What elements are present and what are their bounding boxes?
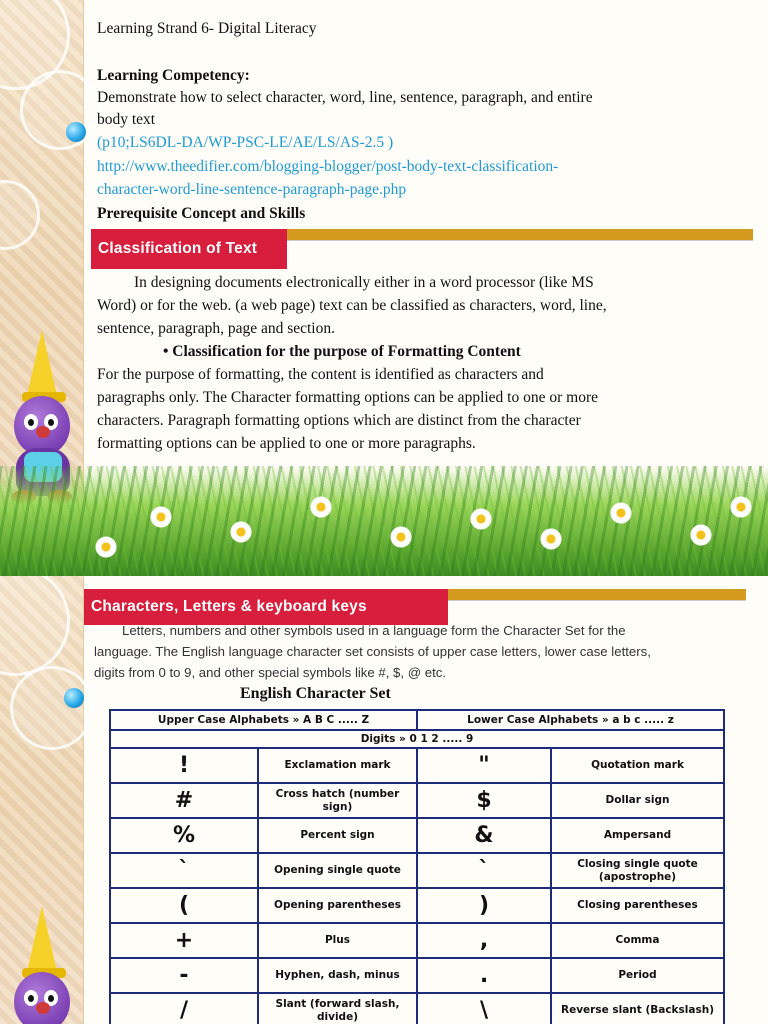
symbol-cell: /	[110, 993, 258, 1024]
description-cell: Hyphen, dash, minus	[258, 958, 417, 993]
decorative-ring	[10, 666, 94, 750]
symbol-cell: -	[110, 958, 258, 993]
symbol-cell: (	[110, 888, 258, 923]
table-row	[110, 783, 724, 818]
symbol-cell: !	[110, 748, 258, 783]
symbol-cell: +	[110, 923, 258, 958]
intro-line-2: Word) or for the web. (a web page) text can be classified as characters, word, line,	[97, 297, 607, 314]
decorative-bead	[66, 122, 86, 142]
banner-gold-bar	[448, 589, 746, 600]
decorative-side-strip	[0, 576, 84, 1024]
prerequisite-heading: Prerequisite Concept and Skills	[97, 205, 306, 222]
description-cell: Ampersand	[551, 818, 724, 853]
description-cell: Comma	[551, 923, 724, 958]
banner-title: Classification of Text	[91, 229, 287, 269]
reference-url-line1[interactable]: http://www.theedifier.com/blogging-blogger/post-body-text-classification-	[97, 158, 559, 175]
table-title: English Character Set	[240, 685, 391, 702]
charset-para-line-3: digits from 0 to 9, and other special symbols like #, $, @ etc.	[94, 665, 447, 680]
banner-title: Characters, Letters & keyboard keys	[84, 589, 448, 625]
decorative-bead	[64, 688, 84, 708]
description-cell: Reverse slant (Backslash)	[551, 993, 724, 1024]
banner-rule	[287, 240, 753, 241]
bullet-heading: • Classification for the purpose of Formatting Content	[163, 343, 521, 360]
description-cell: Slant (forward slash, divide)	[258, 993, 417, 1024]
decorative-ring	[0, 180, 40, 250]
symbol-cell: \	[417, 993, 551, 1024]
table-row	[110, 888, 724, 923]
character-set-table	[109, 709, 725, 1024]
grass-flowers-illustration	[0, 466, 768, 576]
mascot-illustration	[4, 906, 82, 1024]
description-cell: Exclamation mark	[258, 748, 417, 783]
symbol-cell: $	[417, 783, 551, 818]
table-row	[110, 818, 724, 853]
symbol-cell: #	[110, 783, 258, 818]
intro-line-1: In designing documents electronically either in a word processor (like MS	[134, 274, 594, 291]
header-digits: Digits » 0 1 2 ..... 9	[110, 730, 724, 748]
table-digits-row	[110, 730, 724, 748]
symbol-cell: `	[417, 853, 551, 888]
body-line-2: paragraphs only. The Character formatting options can be applied to one or more	[97, 389, 599, 406]
symbol-cell: `	[110, 853, 258, 888]
competency-heading: Learning Competency:	[97, 67, 250, 84]
section-banner	[91, 229, 753, 269]
decorative-ring	[20, 70, 100, 150]
reference-url-line2[interactable]: character-word-line-sentence-paragraph-page.php	[97, 181, 407, 198]
body-line-4: formatting options can be applied to one or more paragraphs.	[97, 435, 476, 452]
symbol-cell: .	[417, 958, 551, 993]
table-header-row	[110, 710, 724, 730]
description-cell: Closing parentheses	[551, 888, 724, 923]
symbol-cell: )	[417, 888, 551, 923]
description-cell: Opening parentheses	[258, 888, 417, 923]
competency-code: (p10;LS6DL-DA/WP-PSC-LE/AE/LS/AS-2.5 )	[97, 134, 394, 151]
description-cell: Dollar sign	[551, 783, 724, 818]
description-cell: Quotation mark	[551, 748, 724, 783]
body-line-1: For the purpose of formatting, the content is identified as characters and	[97, 366, 544, 383]
body-line-3: characters. Paragraph formatting options which are distinct from the character	[97, 412, 581, 429]
header-upper-case: Upper Case Alphabets » A B C ..... Z	[110, 710, 417, 730]
description-cell: Opening single quote	[258, 853, 417, 888]
description-cell: Percent sign	[258, 818, 417, 853]
intro-line-3: sentence, paragraph, page and section.	[97, 320, 335, 337]
table-row	[110, 993, 724, 1024]
symbol-cell: "	[417, 748, 551, 783]
strand-title: Learning Strand 6- Digital Literacy	[97, 20, 317, 37]
symbol-cell: &	[417, 818, 551, 853]
decorative-ring	[0, 576, 70, 676]
description-cell: Closing single quote (apostrophe)	[551, 853, 724, 888]
symbol-cell: ,	[417, 923, 551, 958]
header-lower-case: Lower Case Alphabets » a b c ..... z	[417, 710, 724, 730]
table-row	[110, 958, 724, 993]
competency-text-line2: body text	[97, 111, 156, 128]
slide-2	[0, 576, 768, 1024]
table-row	[110, 748, 724, 783]
symbol-cell: %	[110, 818, 258, 853]
banner-rule	[448, 600, 746, 601]
description-cell: Cross hatch (number sign)	[258, 783, 417, 818]
banner-gold-bar	[287, 229, 753, 240]
table-row	[110, 923, 724, 958]
competency-text-line1: Demonstrate how to select character, word, line, sentence, paragraph, and entire	[97, 89, 593, 106]
description-cell: Period	[551, 958, 724, 993]
charset-para-line-2: language. The English language character set consists of upper case letters, lower case letters,	[94, 644, 651, 659]
charset-para-line-1: Letters, numbers and other symbols used in a language form the Character Set for the	[122, 623, 626, 638]
description-cell: Plus	[258, 923, 417, 958]
table-row	[110, 853, 724, 888]
